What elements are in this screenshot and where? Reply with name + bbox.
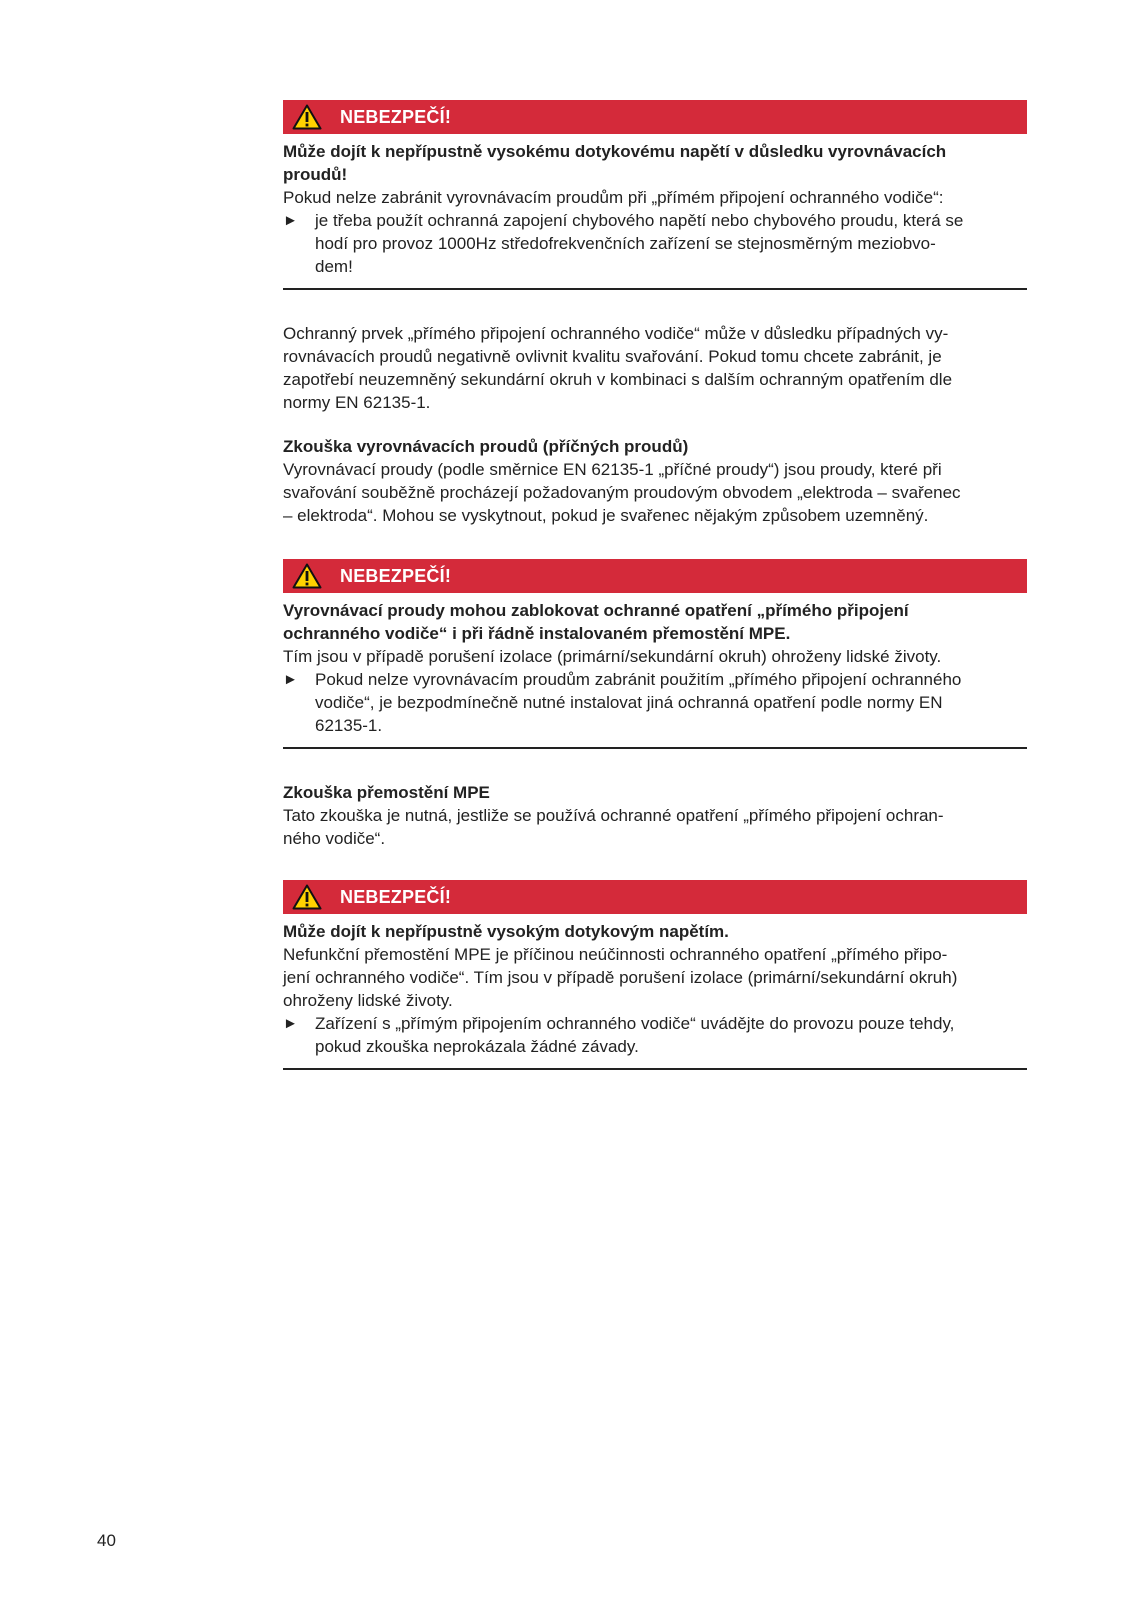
bullet-line: vodiče“, je bezpodmínečně nutné instalovat jiná ochranná opatření podle normy EN bbox=[315, 693, 943, 712]
bullet-line: 62135-1. bbox=[315, 716, 383, 735]
paragraph-line: zapotřebí neuzemněný sekundární okruh v kombinaci s dalším ochranným opatřením dle bbox=[283, 370, 953, 389]
danger-bold-line: Může dojít k nepřípustně vysokým dotykovým napětím. bbox=[283, 922, 729, 941]
danger-bold-line: proudů! bbox=[283, 165, 348, 184]
divider bbox=[283, 1068, 1027, 1070]
bullet-line: je třeba použít ochranná zapojení chybového napětí nebo chybového proudu, která se bbox=[315, 211, 964, 230]
bullet-line: Pokud nelze vyrovnávacím proudům zabránit použitím „přímého připojení ochranného bbox=[315, 670, 962, 689]
danger-header-bar bbox=[283, 559, 1027, 593]
bullet-arrow-icon: ► bbox=[283, 671, 298, 688]
paragraph-line: rovnávacích proudů negativně ovlivnit kvalitu svařování. Pokud tomu chcete zabránit, je bbox=[283, 347, 942, 366]
paragraph-line: Vyrovnávací proudy (podle směrnice EN 62135-1 „příčné proudy“) jsou proudy, které při bbox=[283, 460, 942, 479]
section-heading: Zkouška vyrovnávacích proudů (příčných proudů) bbox=[283, 437, 689, 456]
paragraph-line: – elektroda“. Mohou se vyskytnout, pokud je svařenec nějakým způsobem uzemněný. bbox=[283, 506, 929, 525]
paragraph-line: Ochranný prvek „přímého připojení ochranného vodiče“ může v důsledku případných vy- bbox=[283, 324, 949, 343]
danger-title: NEBEZPEČÍ! bbox=[340, 565, 452, 586]
danger-text: ohroženy lidské životy. bbox=[283, 991, 453, 1010]
danger-bold-line: Může dojít k nepřípustně vysokému dotykovému napětí v důsledku vyrovnávacích bbox=[283, 142, 947, 161]
danger-bold-line: Vyrovnávací proudy mohou zablokovat ochranné opatření „přímého připojení bbox=[283, 601, 909, 620]
warning-triangle-icon bbox=[292, 104, 322, 130]
bullet-line: hodí pro provoz 1000Hz středofrekvenčních zařízení se stejnosměrným meziobvo- bbox=[315, 234, 936, 253]
danger-header-bar bbox=[283, 100, 1027, 134]
divider bbox=[283, 288, 1027, 290]
warning-triangle-icon bbox=[292, 563, 322, 589]
paragraph-line: svařování souběžně procházejí požadovaným proudovým obvodem „elektroda – svařenec bbox=[283, 483, 961, 502]
bullet-arrow-icon: ► bbox=[283, 1015, 298, 1032]
danger-notice-3 bbox=[283, 880, 1027, 1070]
danger-title: NEBEZPEČÍ! bbox=[340, 106, 452, 127]
paragraph-line: Tato zkouška je nutná, jestliže se používá ochranné opatření „přímého připojení ochran- bbox=[283, 806, 944, 825]
danger-header-bar bbox=[283, 880, 1027, 914]
divider bbox=[283, 747, 1027, 749]
page-content bbox=[283, 100, 1027, 1070]
section-cross-currents bbox=[283, 435, 1027, 527]
paragraph-line: normy EN 62135-1. bbox=[283, 393, 431, 412]
bullet-arrow-icon: ► bbox=[283, 212, 298, 229]
bullet-line: pokud zkouška neprokázala žádné závady. bbox=[315, 1037, 639, 1056]
section-heading: Zkouška přemostění MPE bbox=[283, 783, 490, 802]
bullet-line: dem! bbox=[315, 257, 353, 276]
page-number: 40 bbox=[97, 1531, 116, 1550]
danger-text: Pokud nelze zabránit vyrovnávacím proudům při „přímém připojení ochranného vodiče“: bbox=[283, 188, 944, 207]
bullet-item bbox=[283, 209, 1027, 278]
bullet-item bbox=[283, 668, 1027, 737]
danger-text: Nefunkční přemostění MPE je příčinou neúčinnosti ochranného opatření „přímého připo- bbox=[283, 945, 948, 964]
danger-text: Tím jsou v případě porušení izolace (primární/sekundární okruh) ohroženy lidské životy. bbox=[283, 647, 942, 666]
danger-title: NEBEZPEČÍ! bbox=[340, 886, 452, 907]
bullet-item bbox=[283, 1012, 1027, 1058]
danger-notice-2 bbox=[283, 559, 1027, 749]
paragraph bbox=[283, 322, 1027, 414]
bullet-line: Zařízení s „přímým připojením ochranného vodiče“ uvádějte do provozu pouze tehdy, bbox=[315, 1014, 955, 1033]
danger-bold-line: ochranného vodiče“ i při řádně instalovaném přemostění MPE. bbox=[283, 624, 791, 643]
section-mpe-bridge bbox=[283, 781, 1027, 850]
paragraph-line: ného vodiče“. bbox=[283, 829, 386, 848]
danger-notice-1 bbox=[283, 100, 1027, 290]
danger-text: jení ochranného vodiče“. Tím jsou v případě porušení izolace (primární/sekundární okruh) bbox=[283, 968, 958, 987]
warning-triangle-icon bbox=[292, 884, 322, 910]
